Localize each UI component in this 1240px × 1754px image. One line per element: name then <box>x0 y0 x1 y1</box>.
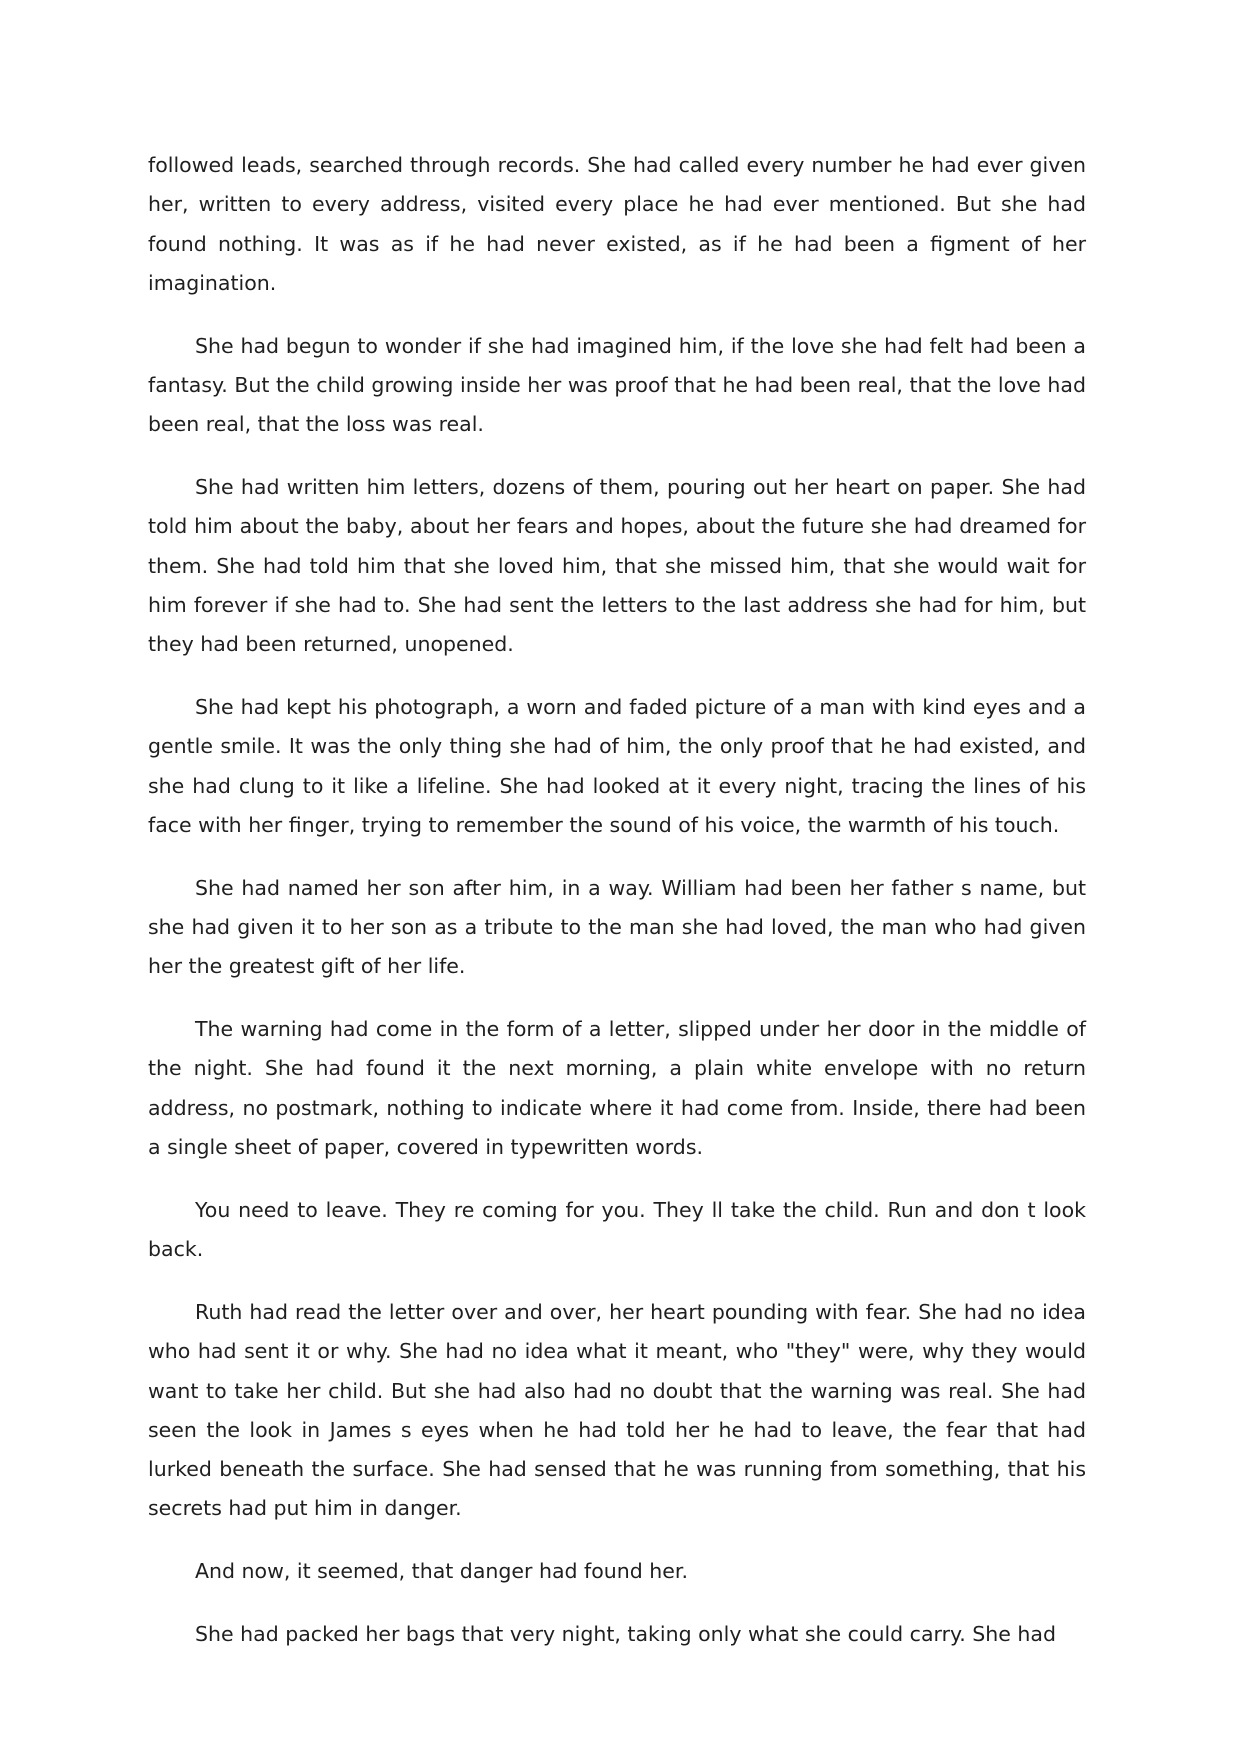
paragraph: And now, it seemed, that danger had found her. <box>195 1559 688 1584</box>
body-text <box>148 146 1086 1678</box>
paragraph: She had kept his photograph, a worn and faded picture of a man with kind eyes and a gentle smile. It was the only thing she had of him, the only proof that he had existed, and she had clung to it like a lifeline. She had looked at it every night, tracing the lines of his face with her finger, trying to remember the sound of his voice, the warmth of his touch. <box>148 695 1086 837</box>
paragraph: She had named her son after him, in a way. William had been her father s name, but she had given it to her son as a tribute to the man she had loved, the man who had given her the greatest gift of her life. <box>148 875 1086 979</box>
paragraph: She had packed her bags that very night, taking only what she could carry. She had <box>195 1622 1056 1646</box>
paragraph: She had begun to wonder if she had imagined him, if the love she had felt had been a fantasy. But the child growing inside her was proof that he had been real, that the love had been real, that the loss was real. <box>148 333 1086 437</box>
paragraph: She had written him letters, dozens of them, pouring out her heart on paper. She had told him about the baby, about her fears and hopes, about the future she had dreamed for them. She had told him that she loved him, that she missed him, that she would wait for him forever if she had to. She had sent the letters to the last address she had for him, but they had been returned, unopened. <box>148 475 1086 657</box>
paragraph: Ruth had read the letter over and over, her heart pounding with fear. She had no idea who had sent it or why. She had no idea what it meant, who "they" were, why they would want to take her child. But she had also had no doubt that the warning was real. She had seen the look in James s eyes when he had told her he had to leave, the fear that had lurked beneath the surface. She had sensed that he was running from something, that his secrets had put him in danger. <box>148 1299 1086 1521</box>
paragraph: You need to leave. They re coming for you. They ll take the child. Run and don t look back. <box>148 1197 1086 1262</box>
paragraph: The warning had come in the form of a letter, slipped under her door in the middle of the night. She had found it the next morning, a plain white envelope with no return address, no postmark, nothing to indicate where it had come from. Inside, there had been a single sheet of paper, covered in typewritten words. <box>148 1017 1086 1160</box>
paragraph: followed leads, searched through records. She had called every number he had ever given her, written to every address, visited every place he had ever mentioned. But she had found nothing. It was as if he had never existed, as if he had been a figment of her imagination. <box>148 153 1086 295</box>
